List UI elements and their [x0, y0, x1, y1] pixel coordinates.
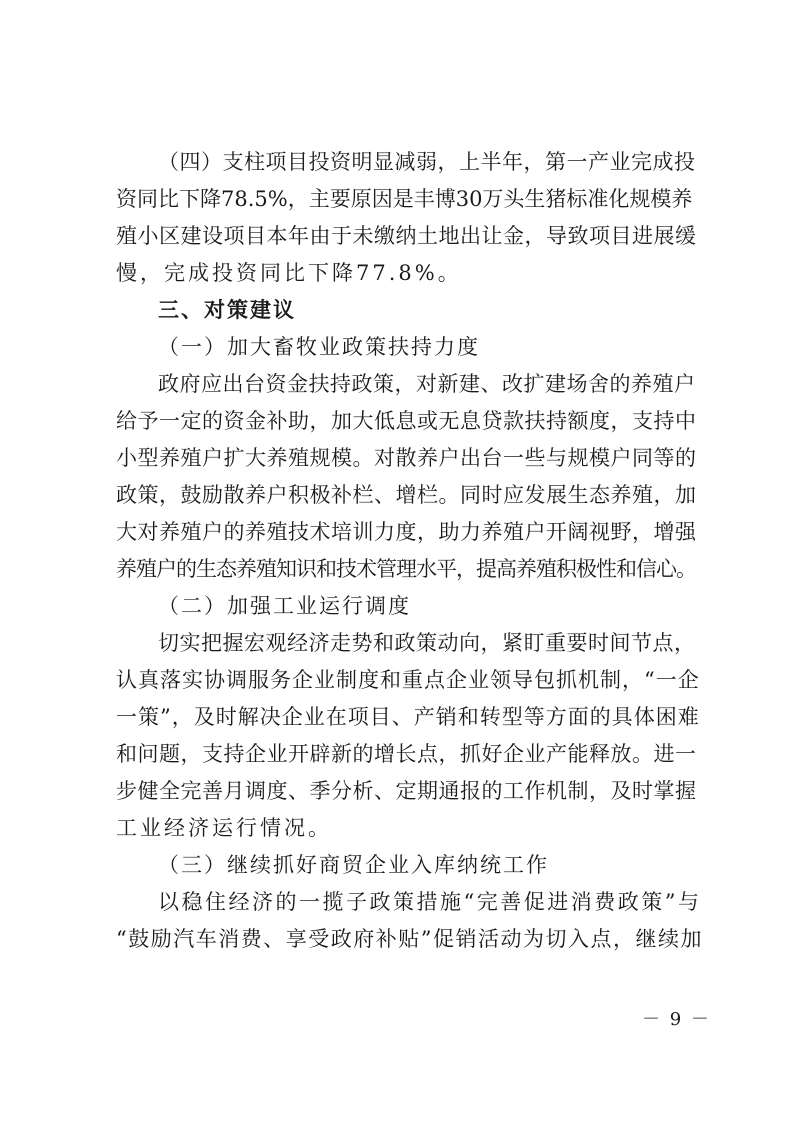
paragraph-line: 政策，鼓励散养户积极补栏、增栏。同时应发展生态养殖，加	[116, 483, 697, 507]
subsection-heading: （一）加大畜牧业政策扶持力度	[158, 335, 480, 359]
paragraph-line: （四）支柱项目投资明显减弱，上半年，第一产业完成投	[158, 150, 696, 174]
paragraph-line: 政府应出台资金扶持政策，对新建、改扩建场舍的养殖户	[158, 372, 696, 396]
paragraph-line: 以稳住经济的一揽子政策措施“完善促进消费政策”与	[158, 890, 702, 914]
paragraph-line: 大对养殖户的养殖技术培训力度，助力养殖户开阔视野，增强	[116, 520, 697, 544]
paragraph-line: 切实把握宏观经济走势和政策动向，紧盯重要时间节点，	[158, 631, 696, 655]
paragraph-line: 和问题，支持企业开辟新的增长点，抓好企业产能释放。进一	[116, 742, 697, 766]
paragraph-line: 殖小区建设项目本年由于未缴纳土地出让金，导致项目进展缓	[116, 224, 697, 248]
paragraph-line: 一策”，及时解决企业在项目、产销和转型等方面的具体困难	[116, 705, 700, 729]
paragraph-line: 资同比下降78.5%，主要原因是丰博30万头生猪标准化规模养	[116, 187, 693, 211]
paragraph-line: 养殖户的生态养殖知识和技术管理水平，提高养殖积极性和信心。	[116, 557, 696, 581]
page-number: － 9 －	[642, 1009, 711, 1030]
subsection-heading: （三）继续抓好商贸企业入库纳统工作	[158, 853, 549, 877]
paragraph-line: “鼓励汽车消费、享受政府补贴”促销活动为切入点，继续加	[116, 927, 703, 951]
paragraph-line: 慢，完成投资同比下降77.8%。	[116, 261, 462, 285]
paragraph-line: 认真落实协调服务企业制度和重点企业领导包抓机制，“一企	[116, 668, 700, 692]
section-heading: 三、对策建议	[158, 298, 296, 322]
paragraph-line: 步健全完善月调度、季分析、定期通报的工作机制，及时掌握	[116, 779, 697, 803]
subsection-heading: （二）加强工业运行调度	[158, 594, 411, 618]
paragraph-line: 给予一定的资金补助，加大低息或无息贷款扶持额度，支持中	[116, 409, 697, 433]
paragraph-line: 工业经济运行情况。	[116, 816, 332, 840]
paragraph-line: 小型养殖户扩大养殖规模。对散养户出台一些与规模户同等的	[116, 446, 697, 470]
